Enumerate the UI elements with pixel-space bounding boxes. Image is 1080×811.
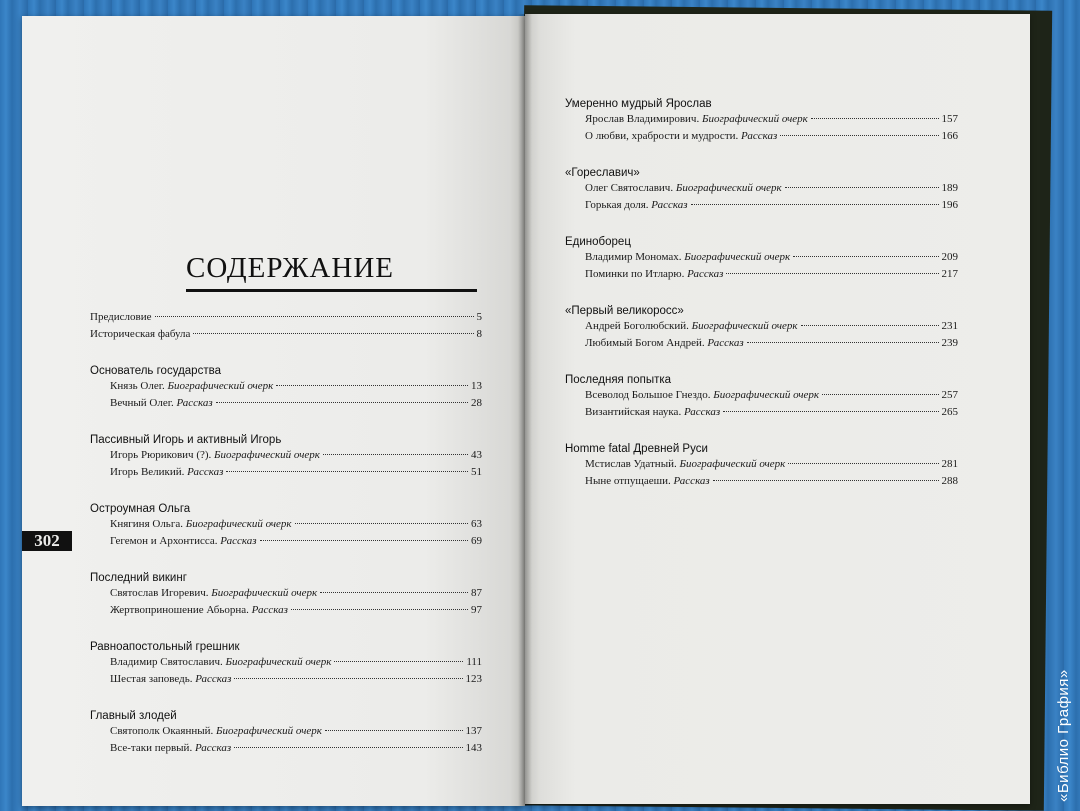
entry-title: Шестая заповедь. [110, 673, 193, 685]
spacer [565, 216, 958, 234]
spacer [90, 414, 482, 432]
entry-page-number: 265 [941, 406, 958, 418]
entry-title: О любви, храбрости и мудрости. [585, 130, 739, 142]
entry-kind: Рассказ [194, 742, 232, 754]
dot-leader [723, 411, 938, 412]
dot-leader [276, 385, 468, 386]
dot-leader [334, 661, 463, 662]
entry-page-number: 196 [941, 199, 958, 211]
entry-title: Святополк Окаянный. [110, 725, 214, 737]
entry-title: Гегемон и Архонтисса. [110, 535, 218, 547]
entry-page-number: 28 [471, 397, 482, 409]
entry-label [585, 337, 744, 349]
entry-title: Вечный Олег. [110, 397, 174, 409]
entry-page-number: 13 [471, 380, 482, 392]
entry-page-number: 87 [471, 587, 482, 599]
entry-title: Святослав Игоревич. [110, 587, 209, 599]
dot-leader [780, 135, 938, 136]
entry-page-number: 123 [465, 673, 482, 685]
entry-page-number: 257 [941, 389, 958, 401]
entry-title: Ныне отпущаеши. [585, 475, 671, 487]
spacer [90, 552, 482, 570]
toc-entry [90, 725, 482, 742]
entry-kind: Рассказ [251, 604, 288, 616]
toc-entry [565, 251, 958, 268]
entry-kind: Биографический очерк [214, 449, 320, 461]
entry-title: Поминки по Итларю. [585, 268, 685, 280]
chapter-heading: Основатель государства [90, 365, 221, 377]
spacer [90, 483, 482, 501]
toc-entry [565, 475, 958, 492]
toc-entry [90, 328, 482, 345]
entry-kind: Биографический очерк [684, 251, 791, 263]
entry-title: Игорь Великий. [110, 466, 185, 478]
entry-page-number: 217 [941, 268, 958, 280]
entry-kind: Биографический очерк [701, 113, 808, 125]
entry-label [585, 182, 782, 194]
entry-title: Княгиня Ольга. [110, 518, 183, 530]
watermark: «Библио Графия» [1055, 669, 1072, 802]
toc-entry [90, 397, 482, 414]
chapter-heading: Homme fatal Древней Руси [565, 443, 708, 455]
entry-title: Мстислав Удатный. [585, 458, 677, 470]
entry-title: Владимир Святославич. [110, 656, 223, 668]
entry-title: Историческая фабула [90, 328, 191, 340]
entry-kind: Биографический очерк [713, 389, 820, 401]
entry-label [110, 604, 288, 616]
toc-entry [565, 113, 958, 130]
toc-entry [90, 742, 482, 759]
dot-leader [793, 256, 938, 257]
entry-kind: Рассказ [687, 268, 724, 280]
chapter-heading: Равноапостольный грешник [90, 641, 240, 653]
entry-kind: Рассказ [741, 130, 778, 142]
toc-entry [90, 587, 482, 604]
entry-page-number: 239 [941, 337, 958, 349]
toc-entry [565, 320, 958, 337]
entry-label [585, 251, 790, 263]
entry-page-number: 231 [941, 320, 958, 332]
entry-label [90, 311, 152, 323]
entry-kind: Рассказ [673, 475, 710, 487]
entry-kind: Биографический очерк [691, 320, 798, 332]
toc-entry [565, 268, 958, 285]
entry-label [90, 328, 190, 340]
entry-label [585, 475, 710, 487]
chapter-heading: Пассивный Игорь и активный Игорь [90, 434, 282, 446]
dot-leader [323, 454, 468, 455]
toc-entry [90, 673, 482, 690]
chapter-heading: «Первый великоросс» [565, 305, 684, 317]
spacer [90, 345, 482, 363]
entry-title: Владимир Мономах. [585, 251, 682, 263]
dot-leader [691, 204, 939, 205]
dot-leader [811, 118, 939, 119]
dot-leader [291, 609, 468, 610]
entry-page-number: 51 [471, 466, 482, 478]
dot-leader [295, 523, 468, 524]
entry-label [110, 449, 320, 461]
chapter-heading: Умеренно мудрый Ярослав [565, 98, 712, 110]
entry-label [110, 725, 322, 737]
entry-title: Князь Олег. [110, 380, 165, 392]
entry-title: Игорь Рюрикович (?). [110, 449, 212, 461]
dot-leader [747, 342, 939, 343]
chapter-heading: «Гореславич» [565, 167, 640, 179]
toc-entry [90, 311, 482, 328]
entry-kind: Рассказ [176, 397, 213, 409]
dot-leader [788, 463, 938, 464]
entry-page-number: 8 [476, 328, 482, 340]
title-underline [186, 289, 477, 292]
toc-entry [565, 337, 958, 354]
entry-page-number: 69 [471, 535, 482, 547]
toc-entry [90, 604, 482, 621]
entry-kind: Рассказ [651, 199, 688, 211]
entry-title: Горькая доля. [585, 199, 649, 211]
chapter-heading: Единоборец [565, 236, 631, 248]
entry-page-number: 281 [941, 458, 958, 470]
spacer [90, 621, 482, 639]
entry-page-number: 111 [466, 656, 482, 668]
toc-entry [90, 656, 482, 673]
entry-title: Андрей Боголюбский. [585, 320, 689, 332]
spacer [565, 147, 958, 165]
entry-page-number: 137 [465, 725, 482, 737]
toc-entry [90, 466, 482, 483]
entry-kind: Биографический очерк [679, 458, 786, 470]
entry-label [110, 397, 213, 409]
entry-kind: Биографический очерк [211, 587, 318, 599]
entry-title: Любимый Богом Андрей. [585, 337, 705, 349]
entry-page-number: 166 [941, 130, 958, 142]
entry-title: Жертвоприношение Абьорна. [110, 604, 249, 616]
entry-label [110, 535, 257, 547]
entry-label [585, 130, 777, 142]
toc-entry [565, 130, 958, 147]
entry-kind: Биографический очерк [225, 656, 332, 668]
entry-label [110, 673, 231, 685]
entry-kind: Рассказ [707, 337, 744, 349]
dot-leader [193, 333, 473, 334]
entry-title: Предисловие [90, 311, 152, 323]
entry-label [585, 320, 798, 332]
entry-label [110, 742, 231, 754]
dot-leader [726, 273, 938, 274]
entry-title: Византийская наука. [585, 406, 682, 418]
dot-leader [234, 747, 462, 748]
entry-title: Все-таки первый. [110, 742, 193, 754]
entry-kind: Рассказ [220, 535, 257, 547]
entry-label [585, 406, 720, 418]
entry-page-number: 143 [465, 742, 482, 754]
entry-page-number: 288 [941, 475, 958, 487]
entry-label [110, 587, 317, 599]
chapter-heading: Последний викинг [90, 572, 187, 584]
entry-kind: Биографический очерк [216, 725, 322, 737]
toc-title: СОДЕРЖАНИЕ [186, 252, 394, 284]
dot-leader [713, 480, 939, 481]
entry-page-number: 43 [471, 449, 482, 461]
dot-leader [260, 540, 468, 541]
entry-label [585, 389, 819, 401]
dot-leader [226, 471, 468, 472]
entry-kind: Рассказ [683, 406, 721, 418]
dot-leader [325, 730, 463, 731]
entry-label [585, 199, 688, 211]
chapter-heading: Главный злодей [90, 710, 177, 722]
toc-entry [90, 535, 482, 552]
chapter-heading: Последняя попытка [565, 374, 672, 386]
dot-leader [785, 187, 939, 188]
spacer [565, 354, 958, 372]
toc-left-column [90, 311, 482, 759]
dot-leader [234, 678, 462, 679]
entry-page-number: 5 [476, 311, 482, 323]
toc-entry [565, 199, 958, 216]
entry-page-number: 97 [471, 604, 482, 616]
toc-right-column [565, 96, 958, 492]
toc-entry [565, 389, 958, 406]
toc-entry [90, 518, 482, 535]
entry-label [585, 113, 808, 125]
page-number: 302 [22, 531, 72, 551]
entry-label [110, 380, 273, 392]
entry-page-number: 157 [941, 113, 958, 125]
entry-kind: Рассказ [187, 466, 224, 478]
toc-entry [565, 406, 958, 423]
entry-title: Олег Святославич. [585, 182, 674, 194]
toc-entry [565, 458, 958, 475]
dot-leader [801, 325, 939, 326]
entry-page-number: 63 [471, 518, 482, 530]
spacer [90, 690, 482, 708]
entry-kind: Биографический очерк [675, 182, 782, 194]
toc-entry [90, 449, 482, 466]
entry-kind: Рассказ [195, 673, 232, 685]
dot-leader [822, 394, 938, 395]
toc-entry [90, 380, 482, 397]
entry-title: Ярослав Владимирович. [585, 113, 700, 125]
spacer [565, 423, 958, 441]
entry-label [110, 656, 331, 668]
entry-kind: Биографический очерк [167, 380, 274, 392]
dot-leader [216, 402, 468, 403]
entry-page-number: 189 [941, 182, 958, 194]
entry-label [585, 268, 723, 280]
toc-entry [565, 182, 958, 199]
dot-leader [320, 592, 468, 593]
book-spine [518, 14, 532, 806]
entry-label [585, 458, 785, 470]
entry-kind: Биографический очерк [185, 518, 292, 530]
chapter-heading: Остроумная Ольга [90, 503, 191, 515]
entry-page-number: 209 [941, 251, 958, 263]
entry-label [110, 466, 223, 478]
dot-leader [155, 316, 474, 317]
spacer [565, 285, 958, 303]
entry-title: Всеволод Большое Гнездо. [585, 389, 711, 401]
entry-label [110, 518, 292, 530]
